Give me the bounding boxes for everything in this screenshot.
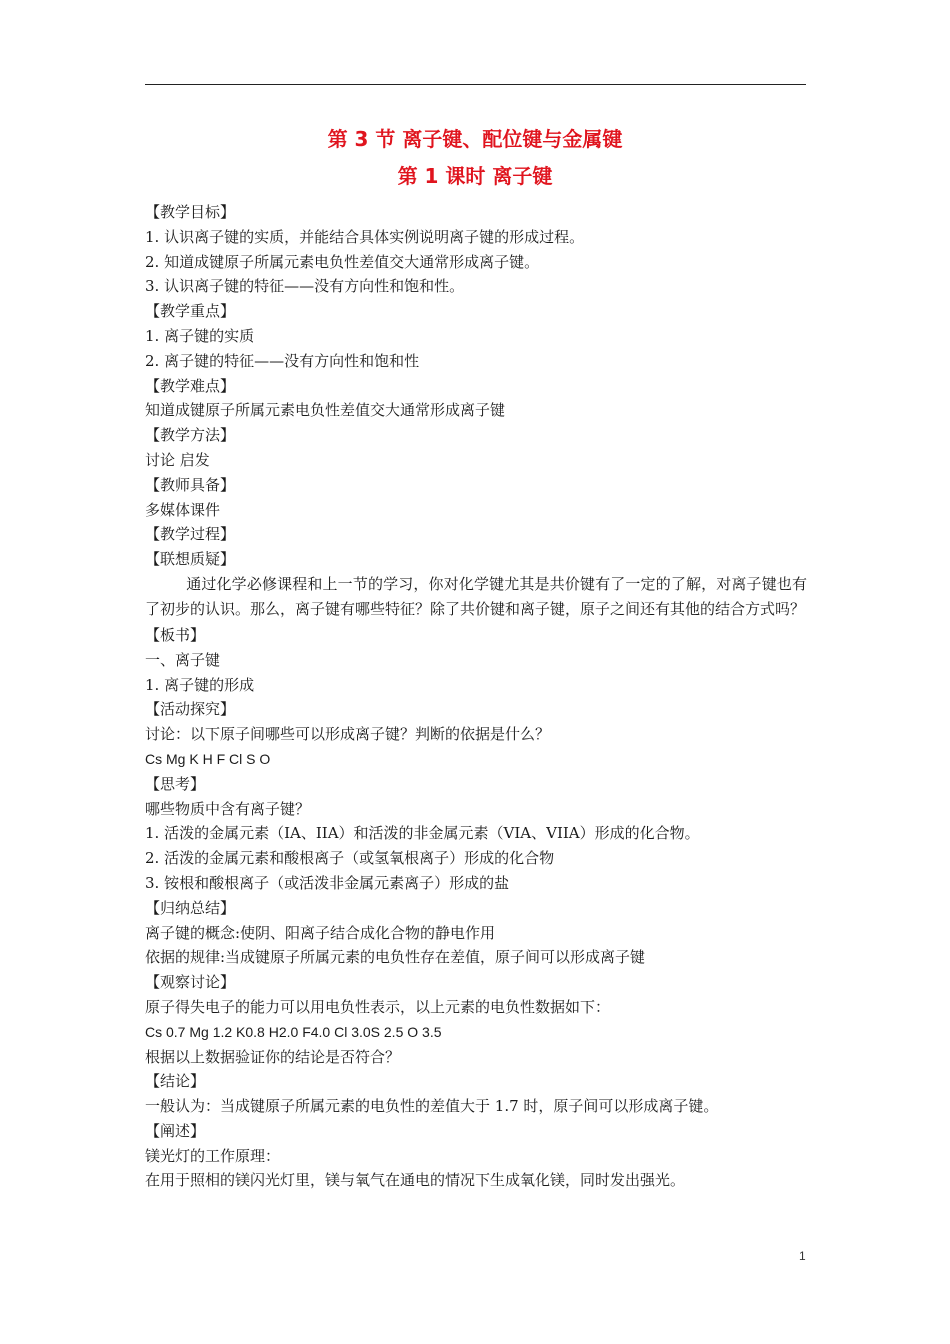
heading-summary: 【归纳总结】 [145, 898, 236, 917]
element-list: Cs Mg K H F Cl S O [145, 750, 271, 767]
heading-conclusion: 【结论】 [145, 1072, 206, 1091]
think-item-3: 3. 铵根和酸根离子（或活泼非金属元素离子）形成的盐 [145, 873, 510, 892]
objective-1: 1. 认识离子键的实质，并能结合具体实例说明离子键的形成过程。 [145, 227, 585, 246]
section-ionic-bond: 一、离子键 [145, 650, 221, 669]
subsection-formation: 1. 离子键的形成 [145, 675, 255, 694]
document-body [145, 200, 807, 1193]
heading-blackboard: 【板书】 [145, 625, 206, 644]
heading-preparation: 【教师具备】 [145, 475, 236, 494]
key-point-1: 1. 离子键的实质 [145, 326, 255, 345]
lesson-title: 第 1 课时 离子键 [397, 164, 553, 188]
objective-3: 3. 认识离子键的特征——没有方向性和饱和性。 [145, 277, 465, 296]
electronegativity-data: Cs 0.7 Mg 1.2 K0.8 H2.0 F4.0 Cl 3.0S 2.5 O 3.5 [145, 1023, 442, 1040]
discussion-question: 讨论：以下原子间哪些可以形成离子键？判断的依据是什么？ [145, 725, 551, 744]
preparation-text: 多媒体课件 [145, 500, 221, 519]
page-number: 1 [799, 1249, 806, 1263]
observe-text: 原子得失电子的能力可以用电负性表示，以上元素的电负性数据如下： [145, 997, 611, 1016]
think-item-1: 1. 活泼的金属元素（IA、IIA）和活泼的非金属元素（VIA、VIIA）形成的化合物。 [145, 824, 700, 843]
heading-elaborate: 【阐述】 [145, 1121, 206, 1140]
think-item-2: 2. 活泼的金属元素和酸根离子（或氢氧根离子）形成的化合物 [145, 849, 555, 868]
key-point-2: 2. 离子键的特征——没有方向性和饱和性 [145, 351, 420, 370]
heading-methods: 【教学方法】 [145, 426, 236, 445]
heading-objectives: 【教学目标】 [145, 203, 236, 221]
heading-think: 【思考】 [145, 774, 206, 793]
heading-difficulty: 【教学难点】 [145, 376, 236, 395]
think-question: 哪些物质中含有离子键？ [145, 799, 311, 818]
elaborate-title: 镁光灯的工作原理： [145, 1146, 281, 1165]
heading-key-points: 【教学重点】 [145, 302, 236, 321]
summary-rule: 依据的规律:当成键原子所属元素的电负性存在差值，原子间可以形成离子键 [145, 948, 646, 967]
heading-process: 【教学过程】 [145, 525, 236, 544]
verify-question: 根据以上数据验证你的结论是否符合？ [145, 1047, 401, 1066]
heading-association: 【联想质疑】 [145, 550, 236, 569]
section-title: 第 3 节 离子键、配位键与金属键 [327, 127, 623, 151]
elaborate-text: 在用于照相的镁闪光灯里，镁与氧气在通电的情况下生成氧化镁，同时发出强光。 [145, 1171, 686, 1190]
methods-text: 讨论 启发 [145, 450, 210, 469]
header-rule [145, 84, 806, 85]
difficulty-text: 知道成键原子所属元素电负性差值交大通常形成离子键 [145, 401, 506, 420]
summary-concept: 离子键的概念:使阴、阳离子结合成化合物的静电作用 [145, 923, 496, 942]
heading-observe: 【观察讨论】 [145, 973, 236, 992]
objective-2: 2. 知道成键原子所属元素电负性差值交大通常形成离子键。 [145, 252, 540, 271]
conclusion-text: 一般认为：当成键原子所属元素的电负性的差值大于 1.7 时，原子间可以形成离子键。 [145, 1097, 719, 1116]
heading-activity: 【活动探究】 [145, 700, 236, 719]
intro-paragraph: 通过化学必修课程和上一节的学习，你对化学键尤其是共价键有了一定的了解，对离子键也有了初步的认识。那么，离子键有哪些特征？除了共价键和离子键，原子之间还有其他的结合方式吗？ [145, 574, 807, 619]
